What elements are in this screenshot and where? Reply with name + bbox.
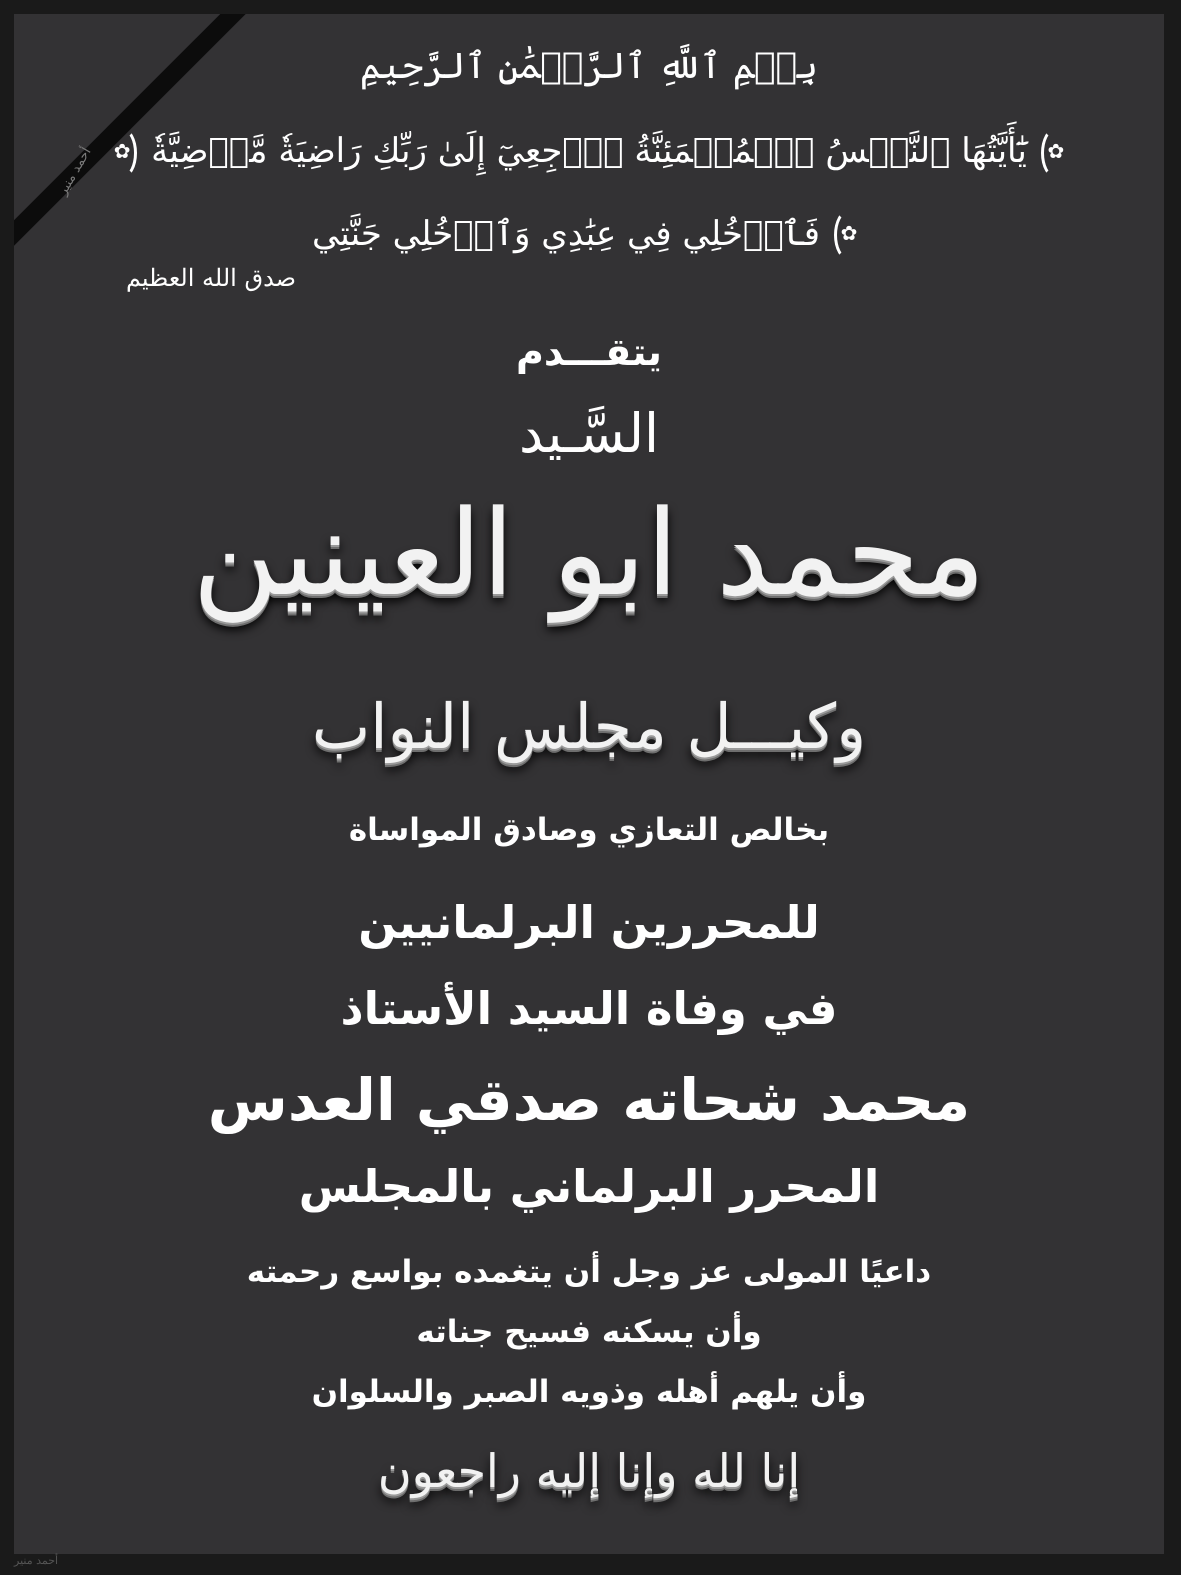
deceased-name: محمد شحاته صدقي العدس (207, 1066, 971, 1134)
prayer-line-3: وأن يلهم أهله وذويه الصبر والسلوان (311, 1374, 867, 1410)
prayer-line-1: داعيًا المولى عز وجل أن يتغمده بواسع رحمته (246, 1254, 932, 1290)
deceased-position: المحرر البرلماني بالمجلس (298, 1160, 880, 1213)
basmala: بِسۡمِ ٱللَّهِ ٱلرَّحۡمَٰنِ ٱلرَّحِيمِ (359, 46, 819, 87)
offers-heading: يتقـــدم (516, 330, 662, 374)
inna-lillah-calligraphy: إنا لله وإنا إليه راجعون (377, 1444, 801, 1498)
ribbon-signature: أحمد منير (55, 145, 95, 198)
sadaq-allah: صدق الله العظيم (125, 264, 297, 292)
condolence-line: بخالص التعازي وصادق المواساة (348, 812, 830, 848)
quran-verse-line-2 (14, 208, 1164, 258)
designer-credit: أحمد منير (14, 1554, 59, 1567)
honorific: السَّـيد (518, 402, 660, 465)
verse-end-ornament-icon: ✿ (832, 208, 866, 258)
verse-line-2-text: فَٱدۡخُلِي فِي عِبَٰدِي وَٱدۡخُلِي جَنَّتِي (311, 213, 821, 254)
sender-name: محمد ابو العينين (192, 484, 986, 622)
death-of-line: في وفاة السيد الأستاذ (340, 982, 838, 1035)
condolence-card (14, 14, 1164, 1554)
quran-verse-line-1 (14, 126, 1164, 176)
recipients-line: للمحررين البرلمانيين (358, 896, 820, 949)
verse-line-1-text: يَٰٓأَيَّتُهَا ٱلنَّفۡسُ ٱلۡمُطۡمَئِنَّةُ ٱرۡجِعِيٓ إِلَىٰ رَبِّكِ رَاضِيَةٗ مَّرۡضِيَّةٗ (151, 131, 1027, 171)
sender-title: وكيـــل مجلس النواب (311, 690, 867, 763)
prayer-line-2: وأن يسكنه فسيح جناته (416, 1314, 762, 1350)
verse-start-ornament-icon: ✿ (105, 126, 139, 176)
verse-end-ornament-icon: ✿ (1039, 126, 1073, 176)
